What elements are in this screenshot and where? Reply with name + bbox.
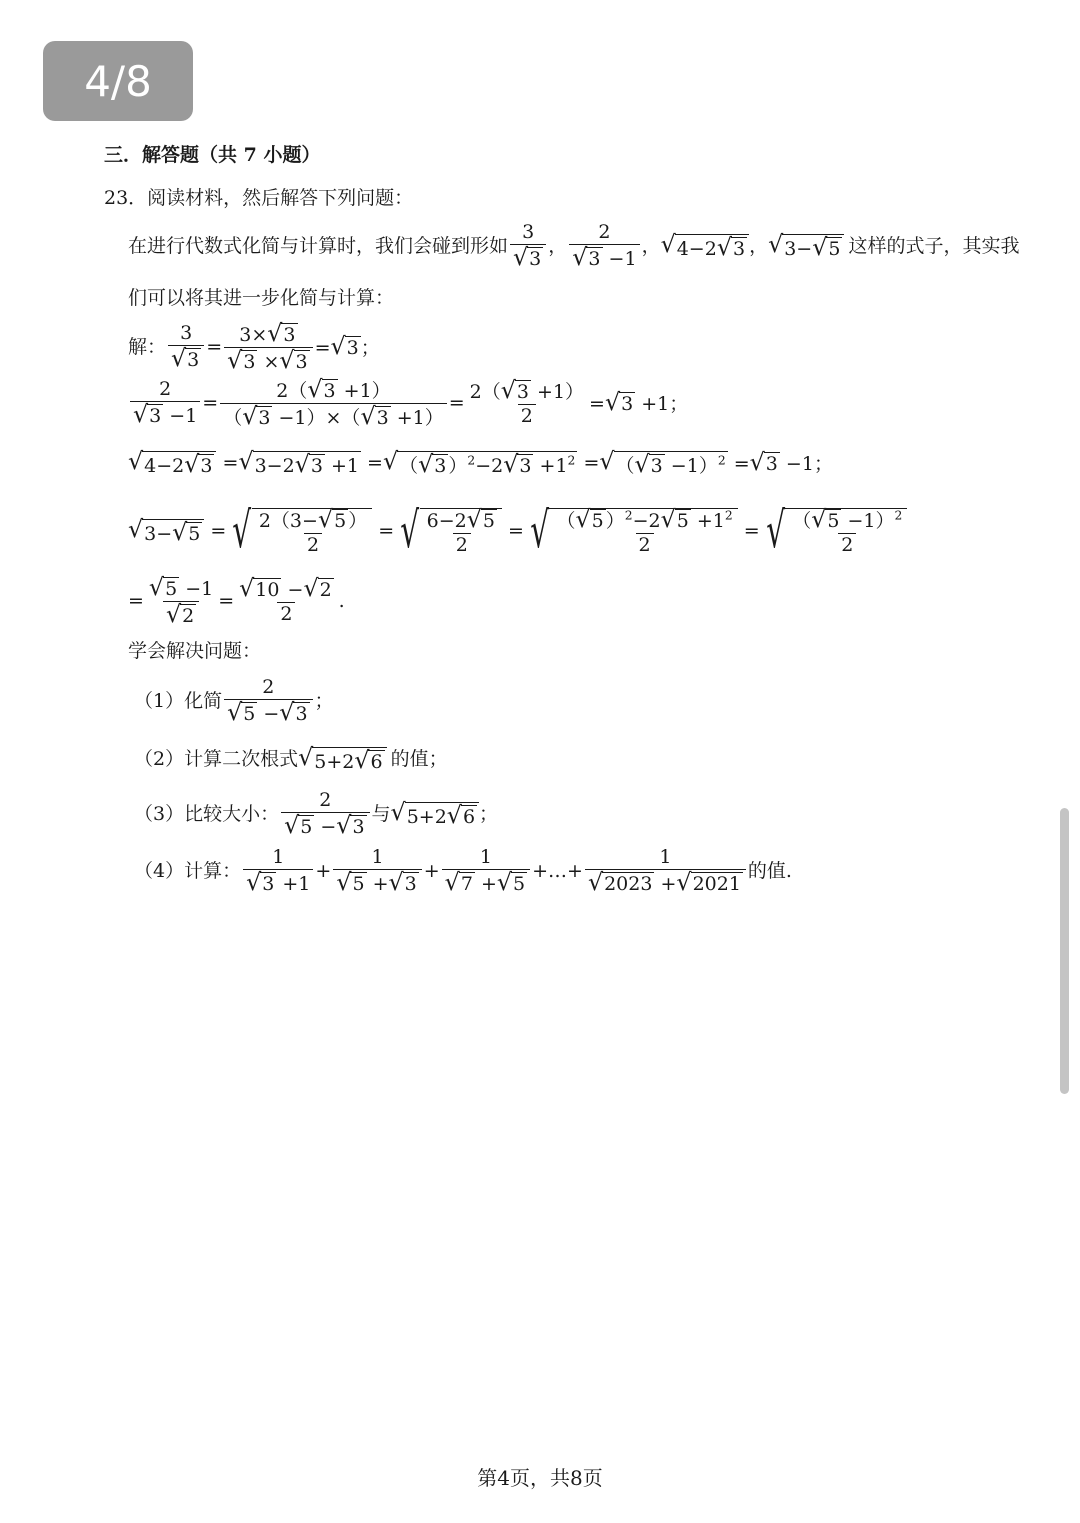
page-footer: 第4页，共8页 <box>477 1466 603 1490</box>
solution-line-2: 2 √ 3 −1 = 2（ √ 3 +1） （ √ 3 −1）×（ √ 3 +1） = 2（ √ 3 +1） 2 = √ 3 +1； <box>128 378 688 428</box>
solution-line-1: 解： 3 √ 3 = 3× √ 3 √ 3 × √ 3 = √ 3 ； <box>128 318 380 374</box>
q4-label: （4）计算： <box>134 859 242 882</box>
math-radical: √ 4−2 √ 3 <box>661 234 749 259</box>
question-stem: 23．阅读材料，然后解答下列问题： <box>104 187 414 209</box>
intro-line-2: 们可以将其进一步化简与计算： <box>128 287 395 309</box>
scrollbar-thumb[interactable] <box>1060 808 1069 1094</box>
subquestion-3: （3）比较大小： 2 √ 5 − √ 3 与 √ 5+2 √ 6 ； <box>134 789 499 839</box>
page-indicator-badge: 4/8 <box>43 41 193 121</box>
jie-label: 解： <box>128 335 167 358</box>
solution-line-4: √ 3− √ 5 = √ 2（3− √ 5 ） 2 = √ 6−2 √ 5 2 = √ （ √ 5 ）$^2$−2 √ 5 $+1^2$ 2 = √ （ √ 5 −1）$^2$ 2 <box>128 500 907 562</box>
math-fraction: 2 √ 3 −1 <box>569 223 639 269</box>
learn-heading: 学会解决问题： <box>128 640 262 662</box>
q3-mid: 与 <box>371 802 391 825</box>
math-fraction: 3 √ 3 <box>510 223 546 269</box>
subquestion-2: （2）计算二次根式 √ 5+2 √ 6 的值； <box>134 742 448 774</box>
q4-suffix: 的值. <box>747 859 792 882</box>
intro-line-1: 在进行代数式化简与计算时，我们会碰到形如 3 √ 3 ， 2 √ 3 −1 ， √ 4−2 √ 3 ， √ 3− √ 5 这样的式子，其实我 <box>128 221 1020 271</box>
subquestion-1: （1）化简 2 √ 5 − √ 3 ； <box>134 676 334 726</box>
intro-text-a: 在进行代数式化简与计算时，我们会碰到形如 <box>128 234 509 257</box>
q2-label: （2）计算二次根式 <box>134 747 299 770</box>
solution-line-3: √ 4−2 √ 3 = √ 3−2 √ 3 +1 = √ （ √ 3 ）$^2$−2 √ 3 $+1^2$ = √ （ √ 3 −1）$^2$ = √ 3 −1； <box>128 446 833 478</box>
q3-label: （3）比较大小： <box>134 802 280 825</box>
solution-line-5: = √ 5 −1 √ 2 = √ 10 − √ 2 2 . <box>128 572 345 628</box>
q1-label: （1）化简 <box>134 689 223 712</box>
math-radical: √ 3− √ 5 <box>768 234 844 259</box>
intro-text-b: 这样的式子，其实我 <box>848 234 1020 257</box>
section-title: 三．解答题（共 7 小题） <box>104 144 321 166</box>
subquestion-4: （4）计算： 1 √ 3 +1 + 1 √ 5 + √ 3 + 1 √ 7 + √ 5 +…+ 1 √ 2023 + √ 2021 的值. <box>134 846 792 896</box>
q2-suffix: 的值； <box>390 747 448 770</box>
